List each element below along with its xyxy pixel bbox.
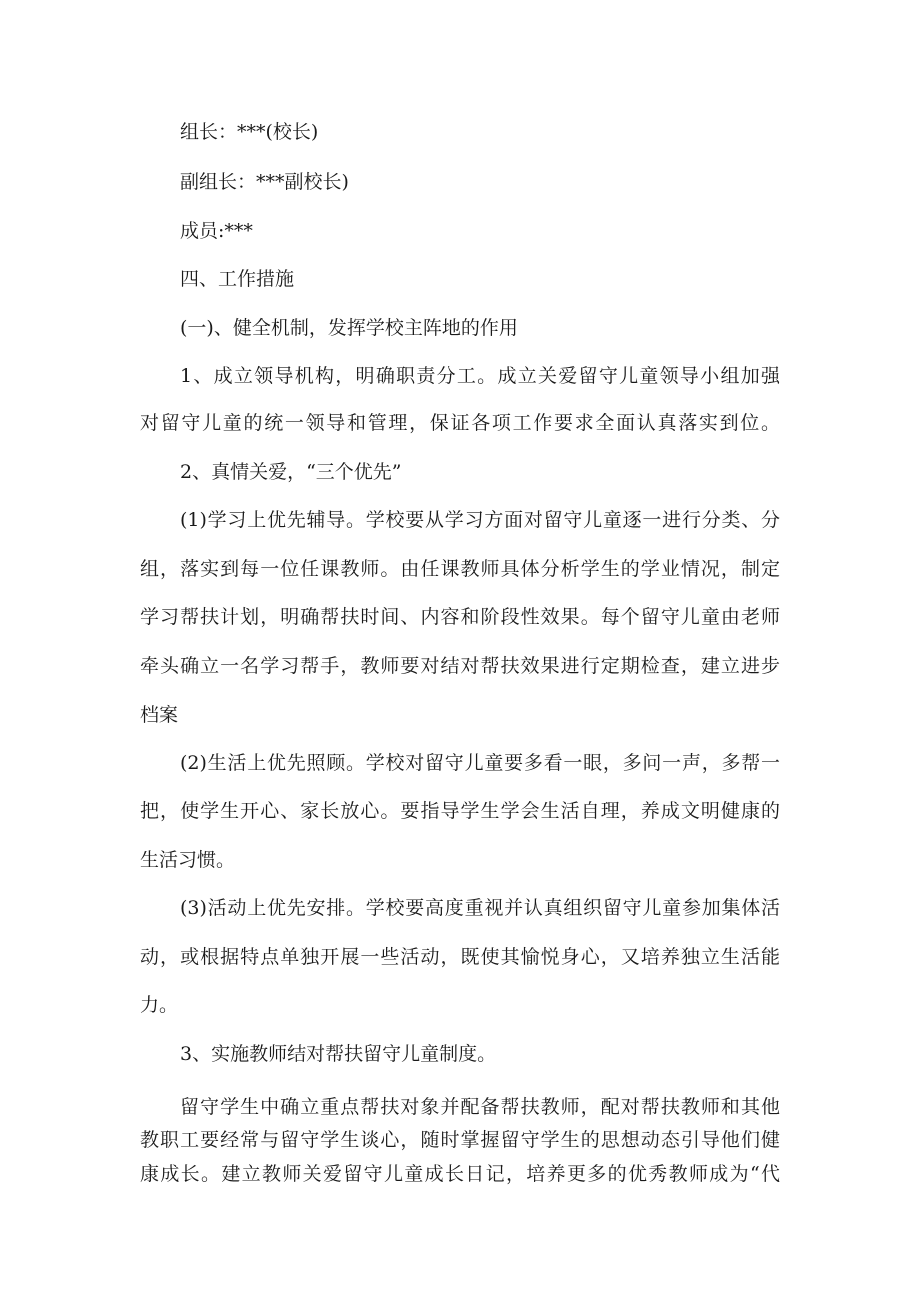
paragraph-line: 康成长。建立教师关爱留守儿童成长日记，培养更多的优秀教师成为“代	[140, 1163, 780, 1185]
paragraph-line: 牵头确立一名学习帮手，教师要对结对帮扶效果进行定期检查，建立进步	[140, 655, 780, 677]
item-heading: 2、真情关爱，“三个优先”	[180, 461, 402, 483]
members-line: 成员:***	[180, 220, 253, 242]
item-heading: 3、实施教师结对帮扶留守儿童制度。	[180, 1043, 497, 1065]
section-heading: 四、工作措施	[180, 268, 295, 290]
paragraph-line: 教职工要经常与留守学生谈心，随时掌握留守学生的思想动态引导他们健	[140, 1129, 780, 1151]
paragraph-line: 动，或根据特点单独开展一些活动，既使其愉悦身心，又培养独立生活能	[140, 946, 780, 968]
deputy-leader-line: 副组长：***副校长)	[180, 171, 349, 193]
paragraph-line: 留守学生中确立重点帮扶对象并配备帮扶教师，配对帮扶教师和其他	[180, 1096, 780, 1118]
paragraph-line: (2)生活上优先照顾。学校对留守儿童要多看一眼，多问一声，多帮一	[180, 752, 780, 774]
paragraph-line: 档案	[140, 704, 179, 726]
subsection-heading: (一)、健全机制，发挥学校主阵地的作用	[180, 317, 518, 339]
paragraph-line: (1)学习上优先辅导。学校要从学习方面对留守儿童逐一进行分类、分	[180, 509, 780, 531]
leader-line: 组长：***(校长)	[180, 121, 319, 143]
paragraph-line: (3)活动上优先安排。学校要高度重视并认真组织留守儿童参加集体活	[180, 897, 780, 919]
paragraph-line: 1、成立领导机构，明确职责分工。成立关爱留守儿童领导小组加强	[180, 365, 780, 387]
paragraph-line: 力。	[140, 994, 179, 1016]
paragraph-line: 对留守儿童的统一领导和管理，保证各项工作要求全面认真落实到位。	[140, 412, 780, 434]
paragraph-line: 把，使学生开心、家长放心。要指导学生学会生活自理，养成文明健康的	[140, 800, 780, 822]
paragraph-line: 学习帮扶计划，明确帮扶时间、内容和阶段性效果。每个留守儿童由老师	[140, 606, 780, 628]
paragraph-line: 组，落实到每一位任课教师。由任课教师具体分析学生的学业情况，制定	[140, 558, 780, 580]
paragraph-line: 生活习惯。	[140, 849, 236, 871]
